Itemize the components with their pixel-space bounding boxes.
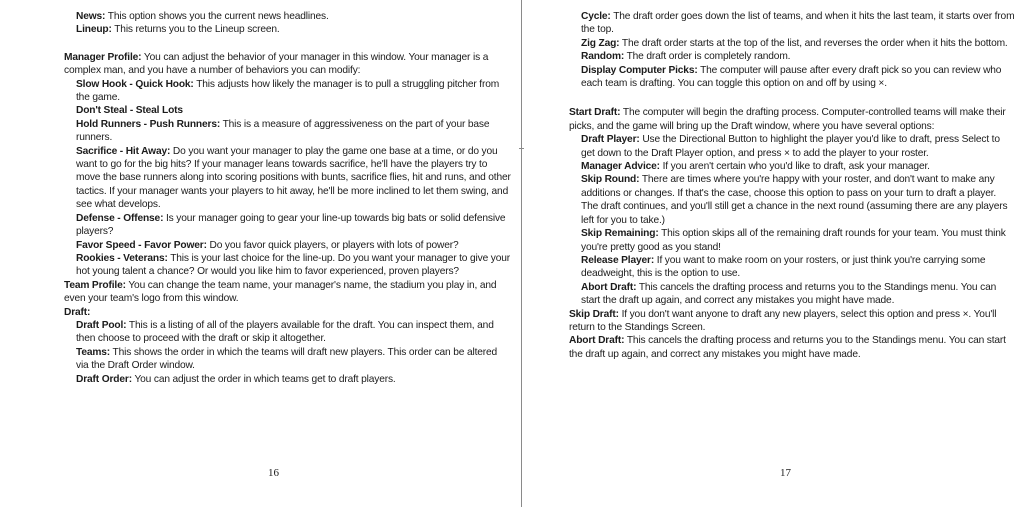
page-number: 17 xyxy=(780,467,791,479)
entry-term: Abort Draft: xyxy=(569,335,625,347)
entry-desc: This is a listing of all of the players available for the draft. You can inspect them, and then choose to proceed with the draft or skip it altogether. xyxy=(76,319,494,345)
entry-desc: There are times where you're happy with your roster, and don't want to make any additions or changes. If that's the case, choose this option to pass on your turn to draft a player. The draft continues, and you'll still get a chance in the next round (assuming there are any players left for you to take.) xyxy=(581,174,1008,226)
manager-option-entry xyxy=(64,78,512,105)
entry-term: Team Profile: xyxy=(64,279,126,291)
entry-desc: You can change the team name, your manager's name, the stadium you play in, and even your team's logo from this window. xyxy=(64,279,497,305)
entry-desc: Do you want your manager to play the game one base at a time, or do you want to go for the big hits? If your manager leans towards sacrifice, he'll have the players try to move the base runners along into scoring positions with bunts, sacrifice flies, hit and runs, and other tactics. If your manager wants your players to hit away, he'll be more inclined to let them swing, and see what develops. xyxy=(76,145,511,211)
entry-desc: This is a measure of aggressiveness on the part of your base runners. xyxy=(76,118,490,144)
entry-desc: This is your last choice for the line-up. Do you want your manager to give your hot young talent a chance? Or would you like him to favor experienced, proven players? xyxy=(76,252,510,278)
draft-window-option xyxy=(569,254,1015,281)
draft-order-entry xyxy=(569,50,1015,63)
entry-term: Draft Player: xyxy=(581,134,640,146)
entry-desc: This adjusts how likely the manager is to pull a struggling pitcher from the game. xyxy=(76,78,500,104)
entry-desc: If you aren't certain who you'd like to draft, ask your manager. xyxy=(662,161,930,173)
entry-desc: The draft order is completely random. xyxy=(626,51,791,63)
manager-option-entry xyxy=(64,145,512,212)
entry-desc: This cancels the drafting process and returns you to the Standings menu. You can start the draft up again, and correct any mistakes you might have made. xyxy=(581,281,997,307)
entry-desc: The draft order starts at the top of the list, and reverses the order when it hits the bottom. xyxy=(621,37,1008,49)
entry-term: Skip Remaining: xyxy=(581,228,659,240)
entry-desc: If you want to make room on your rosters, or just think you're carrying some deadweight, this is the option to use. xyxy=(581,254,986,280)
entry-term: Defense - Offense: xyxy=(76,212,164,224)
entry-term: Rookies - Veterans: xyxy=(76,252,168,264)
draft-window-option xyxy=(569,133,1015,160)
entry-desc: This returns you to the Lineup screen. xyxy=(114,24,280,36)
entry-desc: Is your manager going to gear your line-up towards big bats or solid defensive players? xyxy=(76,212,506,238)
entry-term: Abort Draft: xyxy=(581,281,637,293)
manager-option-entry xyxy=(64,252,512,279)
entry-term: Manager Profile: xyxy=(64,51,142,63)
entry-term: Slow Hook - Quick Hook: xyxy=(76,78,194,90)
manager-option-entry xyxy=(64,212,512,239)
entry-term: Favor Speed - Favor Power: xyxy=(76,239,207,251)
entry-term: Skip Draft: xyxy=(569,308,619,320)
entry-term: Random: xyxy=(581,51,625,63)
entry-desc: This option shows you the current news headlines. xyxy=(107,11,329,22)
manager-profile-entry xyxy=(64,51,512,78)
entry-desc: The draft order goes down the list of teams, and when it hits the last team, it starts over from the top. xyxy=(581,11,1015,36)
draft-heading: Draft: xyxy=(64,306,91,318)
gutter-tick-mark xyxy=(519,148,524,149)
entry-term: Cycle: xyxy=(581,11,611,22)
entry-desc: If you don't want anyone to draft any new players, select this option and press ×. You'll return to the Standings Screen. xyxy=(569,308,997,333)
draft-order-entry xyxy=(569,64,1015,91)
entry-term: Manager Advice: xyxy=(581,161,660,173)
draft-window-option xyxy=(569,281,1015,308)
draft-entry xyxy=(64,319,512,346)
entry-term: Zig Zag: xyxy=(581,37,620,49)
entry-desc: This cancels the drafting process and returns you to the Standings menu. You can start the draft up again, and correct any mistakes you might have made. xyxy=(569,335,1006,360)
entry-desc: Do you favor quick players, or players with lots of power? xyxy=(209,239,459,251)
start-draft-entry xyxy=(569,106,1015,133)
left-page xyxy=(64,10,512,386)
draft-window-option xyxy=(569,173,1015,227)
entry-term: Skip Round: xyxy=(581,174,640,186)
draft-order-entry xyxy=(569,10,1015,37)
entry-desc: This shows the order in which the teams will draft new players. This order can be altered via the Draft Order window. xyxy=(76,346,498,372)
abort-draft-entry xyxy=(569,334,1015,361)
entry-term: Display Computer Picks: xyxy=(581,64,698,76)
draft-entry xyxy=(64,373,512,386)
entry-desc: You can adjust the order in which teams get to draft players. xyxy=(134,373,396,385)
manager-option-entry xyxy=(64,239,512,252)
entry-desc: Use the Directional Button to highlight the player you'd like to draft, press Select to get down to the Draft Player option, and press × to add the player to your roster. xyxy=(581,134,1000,159)
entry-term: Lineup: xyxy=(76,24,112,36)
entry-term: Draft Pool: xyxy=(76,319,127,331)
team-profile-entry xyxy=(64,279,512,306)
draft-order-entry xyxy=(569,37,1015,50)
entry-term: Start Draft: xyxy=(569,107,621,119)
lineup-entry xyxy=(64,23,512,36)
entry-term: Don't Steal - Steal Lots xyxy=(76,105,183,117)
page-gutter-line xyxy=(521,0,522,507)
entry-desc: The computer will pause after every draft pick so you can review who each team is drafting. You can toggle this option on and off by using ×. xyxy=(581,64,1002,90)
entry-desc: The computer will begin the drafting process. Computer-controlled teams will make their picks, and the game will bring up the Draft window, where you have several options: xyxy=(569,107,1006,132)
news-entry xyxy=(64,10,512,23)
skip-draft-entry xyxy=(569,308,1015,335)
draft-window-option xyxy=(569,160,1015,173)
entry-desc: This option skips all of the remaining draft rounds for your team. You must think you're pretty good as you stand! xyxy=(581,228,1006,253)
entry-term: Teams: xyxy=(76,346,111,358)
entry-term: Release Player: xyxy=(581,254,655,266)
entry-term: Draft Order: xyxy=(76,373,132,385)
draft-window-option xyxy=(569,227,1015,254)
right-page xyxy=(569,10,1015,361)
manager-option-entry xyxy=(64,104,512,117)
draft-entry xyxy=(64,346,512,373)
entry-term: Hold Runners - Push Runners: xyxy=(76,118,221,130)
manager-option-entry xyxy=(64,118,512,145)
page-number: 16 xyxy=(268,467,279,479)
entry-term: Sacrifice - Hit Away: xyxy=(76,145,171,157)
entry-desc: You can adjust the behavior of your manager in this window. Your manager is a complex man, and you have a number of behaviors you can modify: xyxy=(64,51,489,77)
entry-term: News: xyxy=(76,11,106,22)
